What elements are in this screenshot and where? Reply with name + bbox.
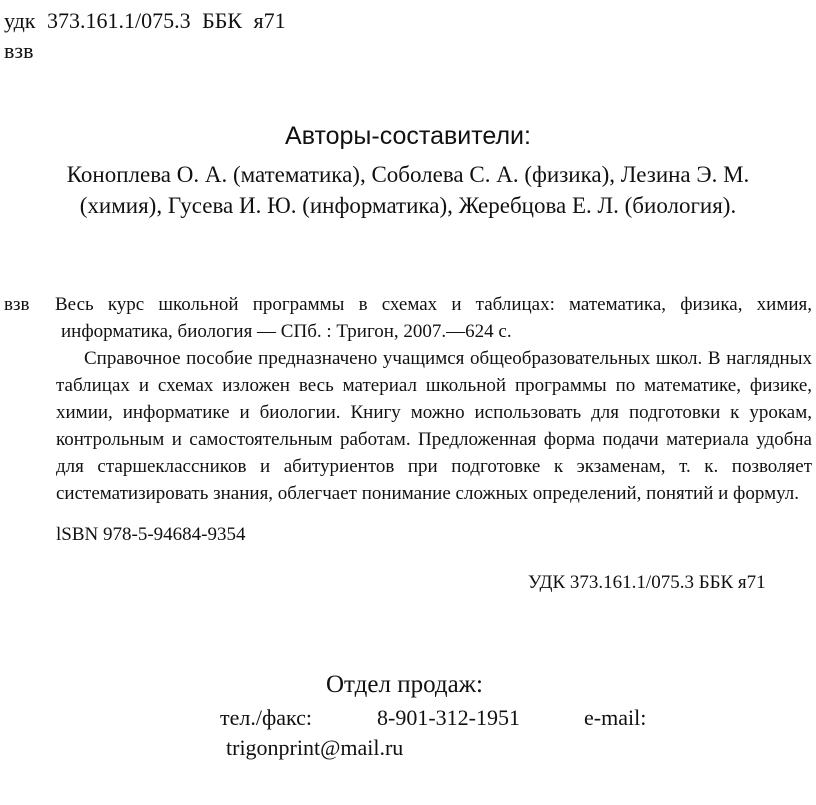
udk-bbk-footer: УДК 373.161.1/075.3 ББК я71 [528, 572, 766, 593]
isbn: lSBN 978-5-94684-9354 [56, 524, 246, 545]
bibliographic-entry [4, 291, 812, 345]
udk-bbk-header: удк 373.161.1/075.3 ББК я71 [4, 8, 286, 33]
authors-line-2: (химия), Гусева И. Ю. (информатика), Жеребцова Е. Л. (биология). [79, 193, 737, 218]
phone-label: тел./факс: [220, 705, 313, 730]
email-address: trigonprint@mail.ru [226, 735, 404, 760]
annotation-description: Справочное пособие предназначено учащимся общеобразовательных школ. В наглядных таблицах и схемах изложен весь материал школьной программы по математике, физике, химии, информатике и биологии. Книгу можно использовать для подготовки к урокам, контрольным и самостоятельным работам. Предложенная форма подачи материала удобна для старшеклассников и абитуриентов при подготовке к экзаменам, т. к. позволяет систематизировать знания, облегчает понимание сложных определений, понятий и формул. [56, 348, 812, 504]
authors-heading: Авторы-составители: [285, 122, 531, 150]
annotation-code: взв [4, 294, 30, 315]
bibliographic-text: Весь курс школьной программы в схемах и таблицах: математика, физика, химия, информатика, биология — СПб. : Тригон, 2007.—624 с. [55, 294, 812, 342]
bibliographic-description [4, 291, 812, 345]
author-code-header: взв [4, 38, 34, 63]
phone-number: 8-901-312-1951 [377, 705, 520, 730]
sales-heading: Отдел продаж: [326, 671, 483, 698]
authors-line-1: Коноплева О. А. (математика), Соболева С. А. (физика), Лезина Э. М. [66, 162, 750, 187]
email-label: e-mail: [584, 705, 647, 730]
